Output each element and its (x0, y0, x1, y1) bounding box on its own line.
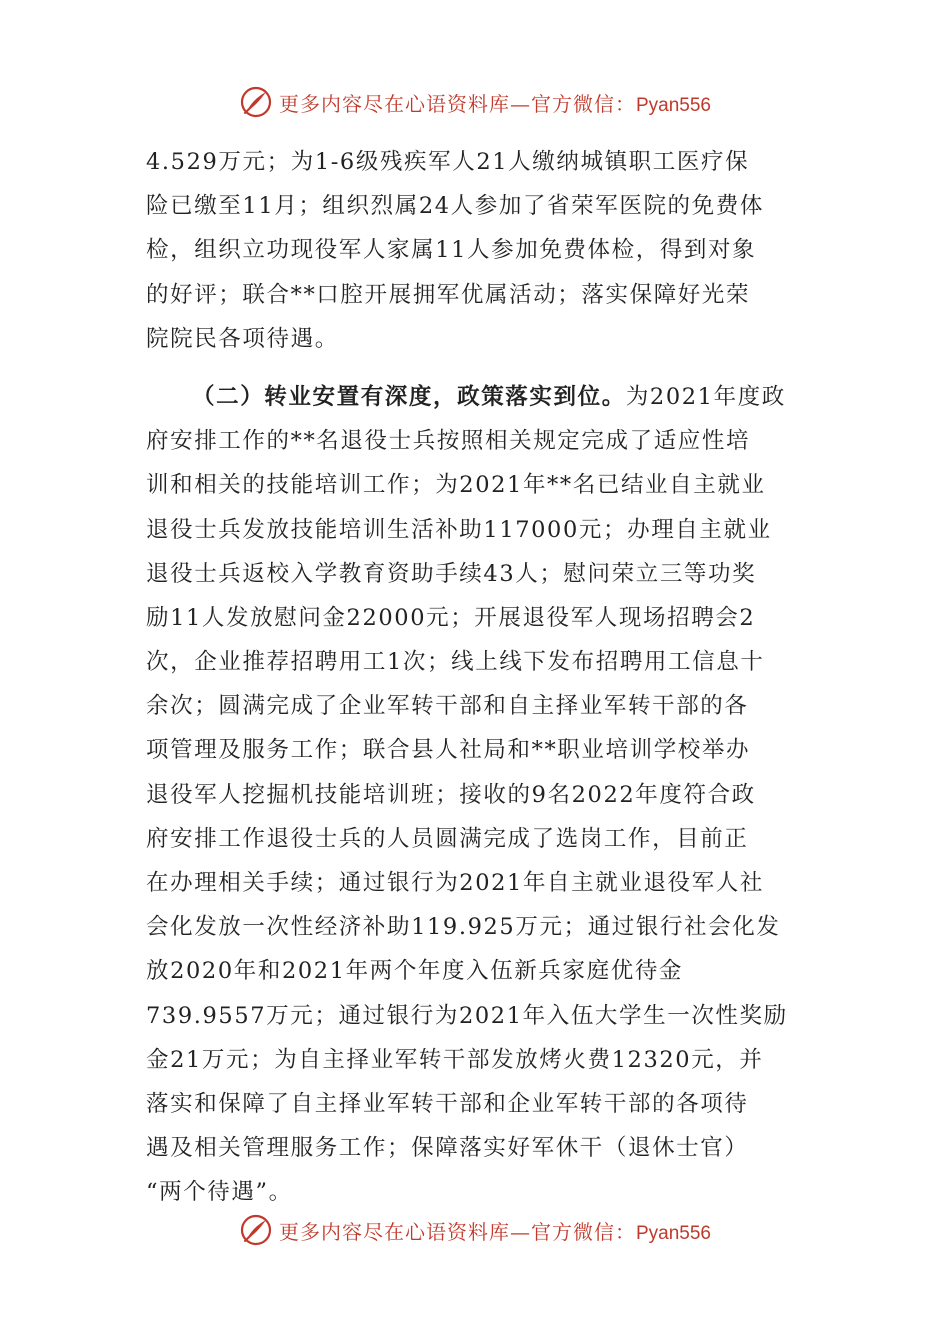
text-line: 739.9557万元；通过银行为2021年入伍大学生一次性奖励 (146, 1002, 788, 1029)
text-line: 金21万元；为自主择业军转干部发放烤火费12320元，并 (146, 1046, 764, 1073)
text-line: 落实和保障了自主择业军转干部和企业军转干部的各项待 (146, 1090, 749, 1117)
footer-watermark (0, 1208, 950, 1252)
text-line: 退役军人挖掘机技能培训班；接收的9名2022年度符合政 (146, 781, 756, 808)
watermark-text (279, 88, 711, 117)
watermark-wechat-id: Pyan556 (635, 1222, 711, 1244)
document-body (146, 140, 806, 1215)
text-line: 府安排工作的**名退役士兵按照相关规定完成了适应性培 (146, 428, 751, 455)
quill-pen-logo-icon (239, 1213, 273, 1247)
text-line: 的好评；联合**口腔开展拥军优属活动；落实保障好光荣 (146, 281, 751, 308)
text-line: 项管理及服务工作；联合县人社局和**职业培训学校举办 (146, 737, 751, 764)
text-line: 次，企业推荐招聘用工1次；线上线下发布招聘用工信息十 (146, 649, 765, 676)
text-line: 会化发放一次性经济补助119.925万元；通过银行社会化发 (146, 914, 781, 941)
section-2-first-line-text: 为2021年度政 (625, 383, 786, 410)
paragraph-1 (146, 140, 806, 361)
watermark-text (279, 1216, 711, 1245)
paragraph-2 (146, 375, 806, 1215)
text-line: 府安排工作退役士兵的人员圆满完成了选岗工作，目前正 (146, 825, 749, 852)
text-line: 在办理相关手续；通过银行为2021年自主就业退役军人社 (146, 870, 764, 896)
text-line: 余次；圆满完成了企业军转干部和自主择业军转干部的各 (146, 693, 749, 720)
text-line: 院院民各项待遇。 (146, 325, 339, 352)
header-watermark (0, 80, 950, 124)
text-line: 险已缴至11月；组织烈属24人参加了省荣军医院的免费体 (146, 193, 764, 220)
watermark-wechat-id: Pyan556 (635, 94, 711, 116)
section-2-first-line (146, 375, 806, 419)
quill-pen-logo-icon (239, 85, 273, 119)
text-line: 检，组织立功现役军人家属11人参加免费体检，得到对象 (146, 237, 757, 264)
text-line: 训和相关的技能培训工作；为2021年**名已结业自主就业 (146, 472, 766, 499)
text-line: 放2020年和2021年两个年度入伍新兵家庭优待金 (146, 958, 684, 985)
text-line: “两个待遇”。 (146, 1179, 293, 1206)
section-2-heading: （二）转业安置有深度，政策落实到位。 (192, 383, 626, 410)
text-line: 退役士兵发放技能培训生活补助117000元；办理自主就业 (146, 516, 772, 543)
text-line: 励11人发放慰问金22000元；开展退役军人现场招聘会2 (146, 604, 756, 631)
text-line: 遇及相关管理服务工作；保障落实好军休干（退休士官） (146, 1135, 749, 1162)
text-line: 退役士兵返校入学教育资助手续43人；慰问荣立三等功奖 (146, 560, 757, 587)
watermark-label: 更多内容尽在心语资料库—官方微信： (278, 91, 636, 116)
text-line: 4.529万元；为1-6级残疾军人21人缴纳城镇职工医疗保 (146, 149, 750, 175)
watermark-label: 更多内容尽在心语资料库—官方微信： (278, 1219, 636, 1244)
